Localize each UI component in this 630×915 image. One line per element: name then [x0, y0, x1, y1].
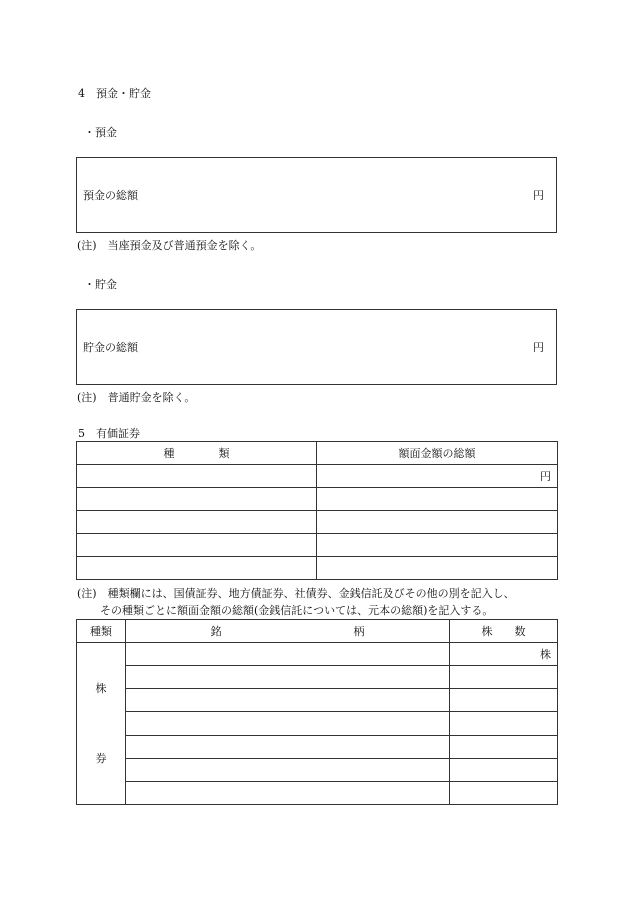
type-cell [77, 488, 317, 511]
brand-cell [126, 712, 450, 735]
shares-cell [450, 689, 558, 712]
table-row [77, 689, 558, 712]
table-row [77, 666, 558, 689]
face-total-cell [317, 534, 558, 557]
shares-cell: 株 [450, 643, 558, 666]
table-row [77, 488, 558, 511]
col-header-shares: 株 数 [450, 620, 558, 643]
deposit-unit: 円 [533, 189, 544, 202]
table-row [77, 643, 558, 666]
col-header-brand: 銘 柄 [126, 620, 450, 643]
savings-unit: 円 [533, 341, 544, 354]
brand-cell [126, 758, 450, 781]
type-cell [77, 465, 317, 488]
face-total-cell: 円 [317, 465, 558, 488]
brand-cell [126, 643, 450, 666]
face-total-cell [317, 488, 558, 511]
table-row [77, 534, 558, 557]
table-row [77, 781, 558, 804]
shares-cell [450, 712, 558, 735]
securities-note-line1: (注) 種類欄には、国債証券、地方債証券、社債券、金銭信託及びその他の別を記入し、 [77, 587, 515, 600]
brand-cell [126, 781, 450, 804]
section5-heading: 5 有価証券 [78, 427, 140, 440]
type-cell [77, 534, 317, 557]
type-cell [77, 557, 317, 580]
deposit-note: (注) 当座預金及び普通預金を除く。 [77, 239, 262, 252]
table-row [77, 511, 558, 534]
savings-total-label: 貯金の総額 [83, 341, 138, 354]
section4-heading: 4 預金・貯金 [78, 87, 151, 100]
brand-cell [126, 735, 450, 758]
table-row [77, 557, 558, 580]
savings-label: ・貯金 [84, 278, 117, 291]
col-header-kind: 種類 [77, 620, 126, 643]
col-header-face-total: 額面金額の総額 [317, 442, 558, 465]
savings-total-box [76, 309, 557, 385]
shares-cell [450, 666, 558, 689]
savings-note: (注) 普通貯金を除く。 [77, 391, 196, 404]
shares-cell [450, 781, 558, 804]
shares-cell [450, 735, 558, 758]
face-total-cell [317, 557, 558, 580]
table-row [77, 465, 558, 488]
stocks-table [76, 619, 558, 805]
kind-cell [77, 643, 126, 805]
shares-cell [450, 758, 558, 781]
table-row [77, 758, 558, 781]
securities-note-line2: その種類ごとに額面金額の総額(金銭信託については、元本の総額)を記入する。 [100, 604, 494, 617]
deposit-total-label: 預金の総額 [83, 189, 138, 202]
col-header-type: 種 類 [77, 442, 317, 465]
table-row [77, 712, 558, 735]
kind-label-top: 株 [95, 682, 107, 695]
kind-label-bottom: 券 [95, 752, 107, 765]
deposit-total-box [76, 157, 557, 233]
deposit-label: ・預金 [84, 126, 117, 139]
brand-cell [126, 689, 450, 712]
securities-type-table [76, 441, 558, 580]
face-total-cell [317, 511, 558, 534]
table-row [77, 735, 558, 758]
type-cell [77, 511, 317, 534]
brand-cell [126, 666, 450, 689]
